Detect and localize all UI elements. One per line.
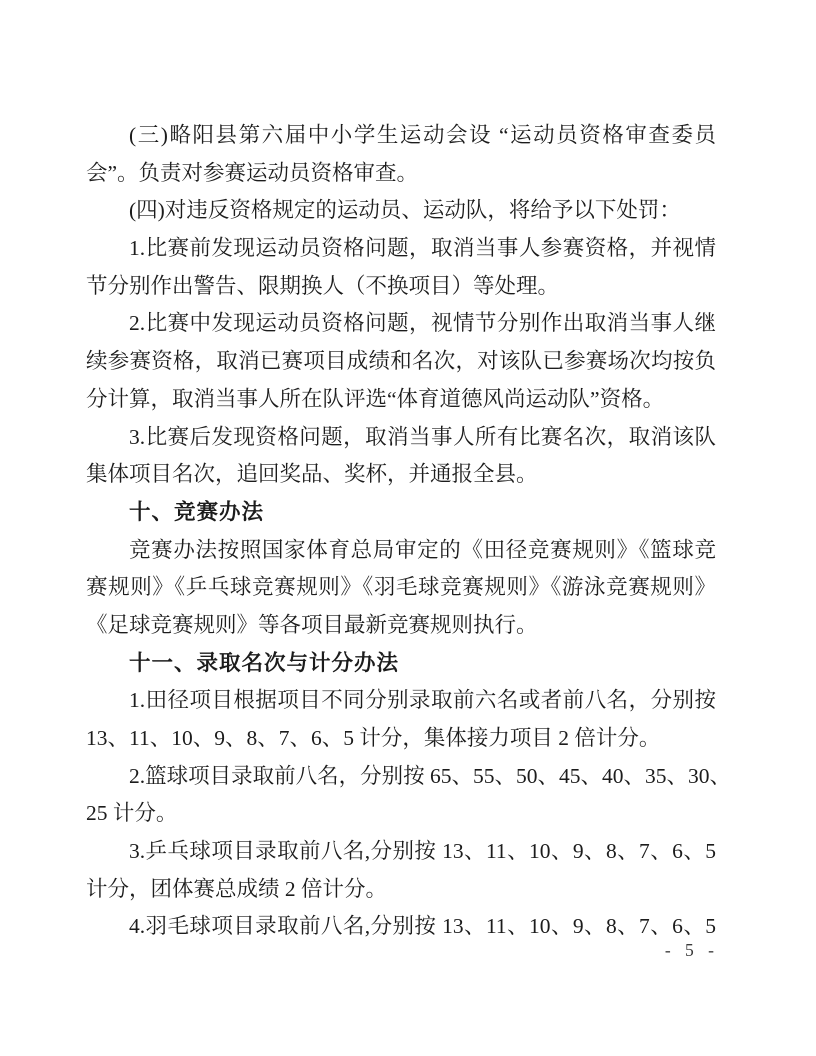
text-line: 集体项目名次，追回奖品、奖杯，并通报全县。 bbox=[86, 462, 538, 487]
text-line: 计分，团体赛总成绩 2 倍计分。 bbox=[86, 876, 388, 901]
text-line: (四)对违反资格规定的运动员、运动队，将给予以下处罚： bbox=[129, 198, 681, 223]
text-line: 2.篮球项目录取前八名，分别按 65、55、50、45、40、35、30、 bbox=[129, 763, 732, 788]
text-line: 1.比赛前发现运动员资格问题，取消当事人参赛资格，并视情 bbox=[129, 236, 716, 261]
text-line: 3.比赛后发现资格问题，取消当事人所有比赛名次，取消该队 bbox=[129, 424, 716, 449]
text-line: 续参赛资格，取消已赛项目成绩和名次，对该队已参赛场次均按负 bbox=[86, 349, 716, 374]
text-line: 3.乒乓球项目录取前八名,分别按 13、11、10、9、8、7、6、5 bbox=[129, 839, 716, 864]
page-number: - 5 - bbox=[664, 940, 719, 960]
section-heading: 十、竞赛办法 bbox=[129, 499, 265, 524]
text-line: 25 计分。 bbox=[86, 801, 178, 826]
text-line: 节分别作出警告、限期换人（不换项目）等处理。 bbox=[86, 273, 560, 298]
text-line: 2.比赛中发现运动员资格问题，视情节分别作出取消当事人继 bbox=[129, 311, 716, 336]
document-body bbox=[86, 117, 732, 946]
text-line: 1.田径项目根据项目不同分别录取前六名或者前八名，分别按 bbox=[129, 688, 716, 713]
text-line: 会”。负责对参赛运动员资格审查。 bbox=[86, 160, 419, 185]
text-line: 分计算，取消当事人所在队评选“体育道德风尚运动队”资格。 bbox=[86, 386, 665, 411]
text-line: 4.羽毛球项目录取前八名,分别按 13、11、10、9、8、7、6、5 bbox=[129, 914, 716, 939]
text-line: 竞赛办法按照国家体育总局审定的《田径竞赛规则》《篮球竞 bbox=[129, 537, 716, 562]
text-line: 《足球竞赛规则》等各项目最新竞赛规则执行。 bbox=[86, 612, 538, 637]
text-line: 赛规则》《乒乓球竞赛规则》《羽毛球竞赛规则》《游泳竞赛规则》 bbox=[86, 575, 716, 600]
text-line: 13、11、10、9、8、7、6、5 计分，集体接力项目 2 倍计分。 bbox=[86, 726, 661, 750]
section-heading: 十一、录取名次与计分办法 bbox=[129, 650, 400, 675]
text-line: (三)略阳县第六届中小学生运动会设 “运动员资格审查委员 bbox=[129, 123, 716, 147]
